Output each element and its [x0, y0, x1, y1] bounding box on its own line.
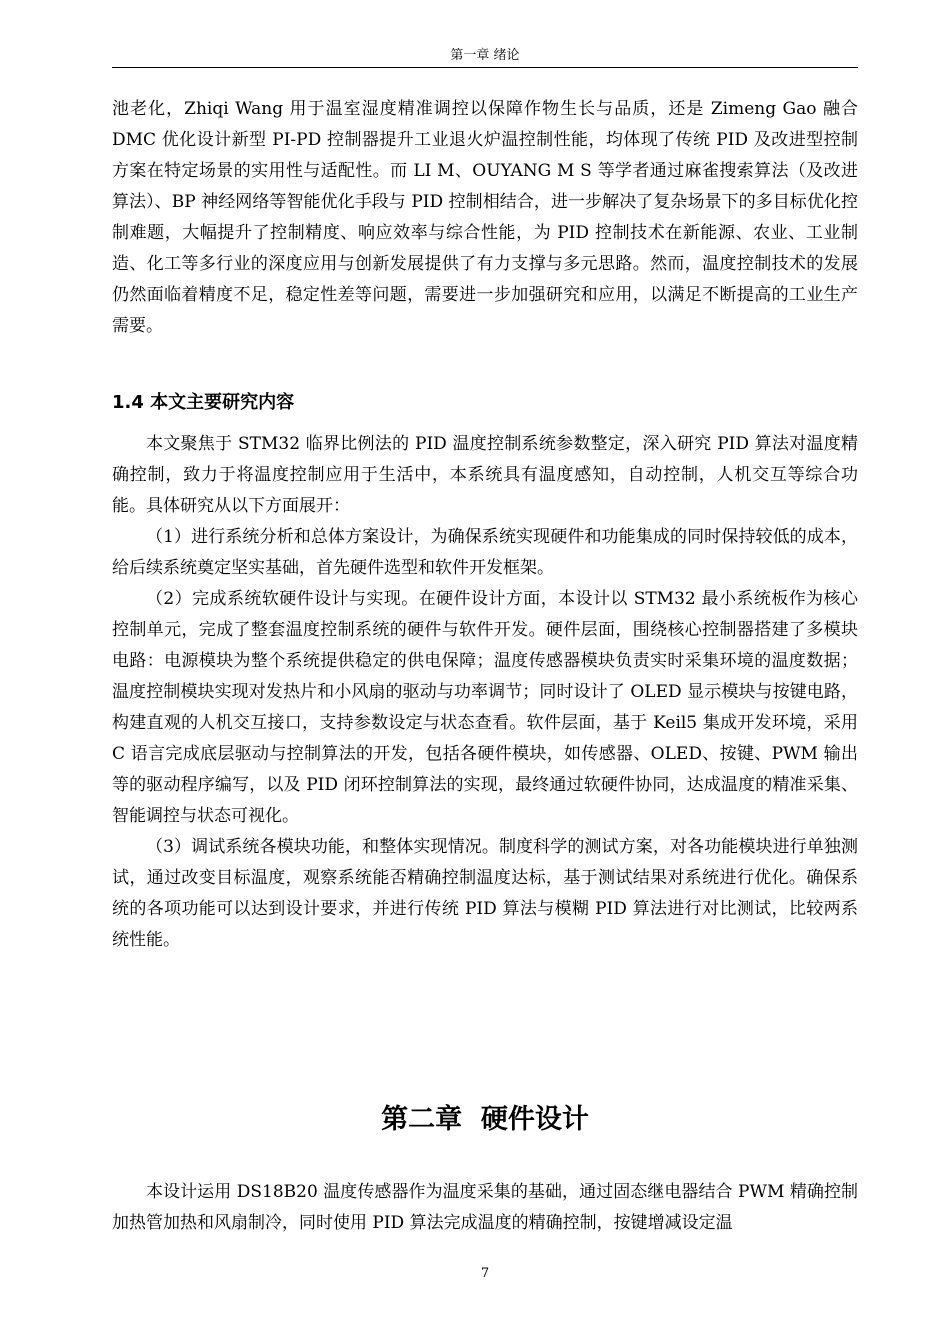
section-1-4-body	[112, 429, 858, 956]
research-item-3: （3）调试系统各模块功能，和整体实现情况。制度科学的测试方案，对各功能模块进行单独测试，通过改变目标温度，观察系统能否精确控制温度达标，基于测试结果对系统进行优化。确保系统的各项功能可以达到设计要求，并进行传统 PID 算法与模糊 PID 算法进行对比测试，比较两系统性能。	[112, 837, 858, 950]
chapter-intro-paragraph: 本设计运用 DS18B20 温度传感器作为温度采集的基础，通过固态继电器结合 PWM 精确控制加热管加热和风扇制冷，同时使用 PID 算法完成温度的精确控制，按键增减设定温	[112, 1182, 858, 1233]
research-item-2: （2）完成系统软硬件设计与实现。在硬件设计方面，本设计以 STM32 最小系统板作为核心控制单元，完成了整套温度控制系统的硬件与软件开发。硬件层面，围绕核心控制器搭建了多模块电路：电源模块为整个系统提供稳定的供电保障；温度传感器模块负责实时采集环境的温度数据；温度控制模块实现对发热片和小风扇的驱动与功率调节；同时设计了 OLED 显示模块与按键电路，构建直观的人机交互接口，支持参数设定与状态查看。软件层面，基于 Keil5 集成开发环境，采用 C 语言完成底层驱动与控制算法的开发，包括各硬件模块，如传感器、OLED、按键、PWM 输出等的驱动程序编写，以及 PID 闭环控制算法的实现，最终通过软硬件协同，达成温度的精准采集、智能调控与状态可视化。	[112, 589, 858, 826]
continuation-paragraph: 池老化，Zhiqi Wang 用于温室湿度精准调控以保障作物生长与品质，还是 Zimeng Gao 融合 DMC 优化设计新型 PI-PD 控制器提升工业退火炉温控制性能，均体现了传统 PID 及改进型控制方案在特定场景的实用性与适配性。而 LI M、OUYANG M S 等学者通过麻雀搜索算法（及改进算法）、BP 神经网络等智能优化手段与 PID 控制相结合，进一步解决了复杂场景下的多目标优化控制难题，大幅提升了控制精度、响应效率与综合性能，为 PID 控制技术在新能源、农业、工业制造、化工等多行业的深度应用与创新发展提供了有力支撑与多元思路。然而，温度控制技术的发展仍然面临着精度不足，稳定性差等问题，需要进一步加强研究和应用，以满足不断提高的工业生产需要。	[112, 99, 858, 336]
continuation-block	[112, 94, 858, 342]
chapter-2-body	[112, 1177, 858, 1239]
chapter-title: 第二章 硬件设计	[381, 1104, 589, 1135]
running-header: 第一章 绪论	[450, 48, 520, 63]
research-item-1: （1）进行系统分析和总体方案设计，为确保系统实现硬件和功能集成的同时保持较低的成本，给后续系统奠定坚实基础，首先硬件选型和软件开发框架。	[112, 527, 858, 578]
section-heading-1-4: 1.4 本文主要研究内容	[112, 392, 295, 413]
header-rule	[112, 67, 858, 68]
section-intro-paragraph: 本文聚焦于 STM32 临界比例法的 PID 温度控制系统参数整定，深入研究 PID 算法对温度精确控制，致力于将温度控制应用于生活中，本系统具有温度感知，自动控制，人机交互等综合功能。具体研究从以下方面展开：	[112, 434, 858, 516]
page-number: 7	[480, 1266, 490, 1281]
